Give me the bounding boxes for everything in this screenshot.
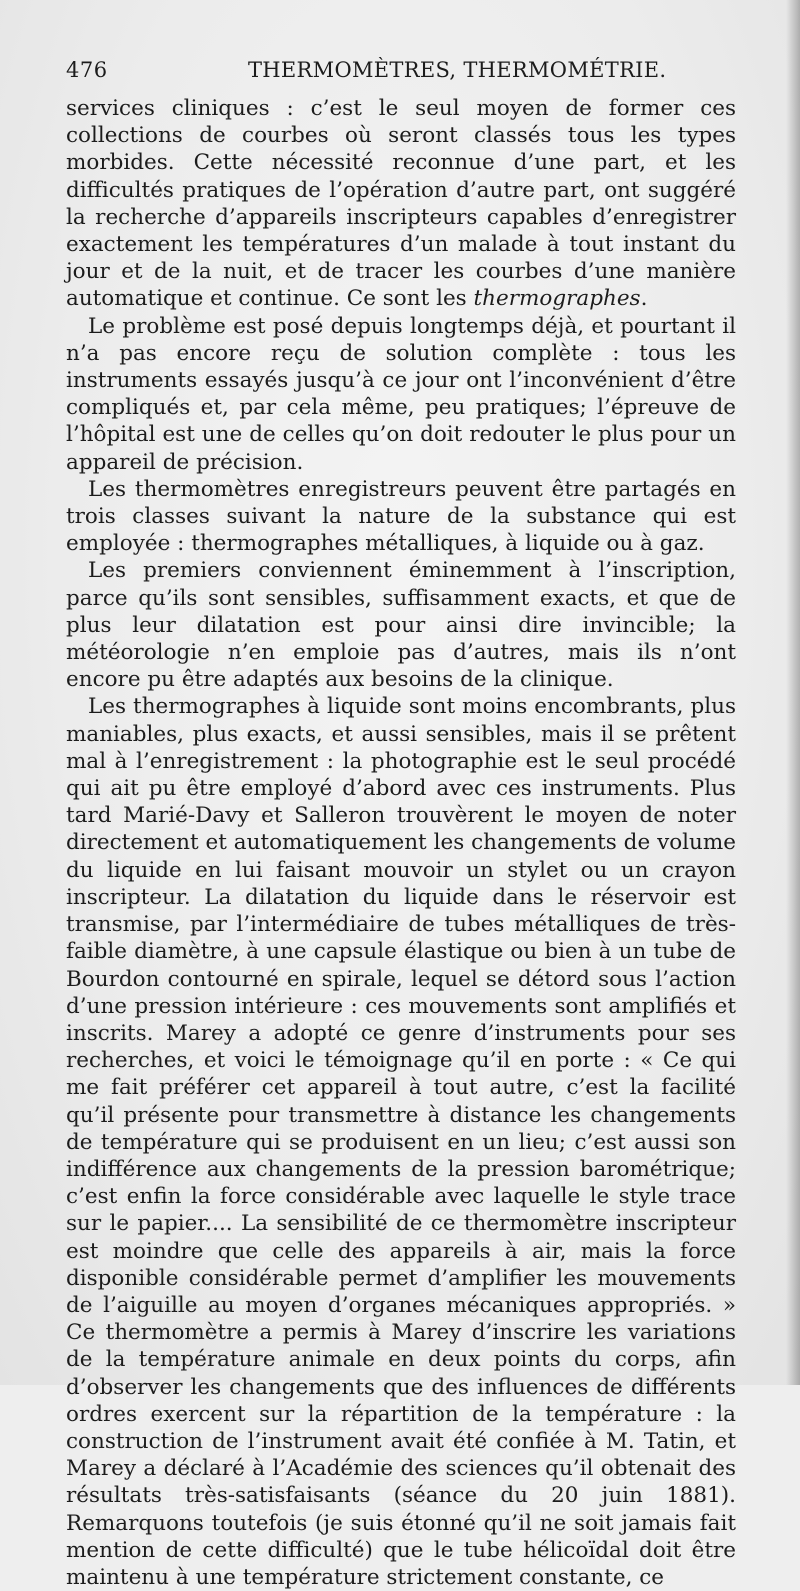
paragraph-1-end: . <box>640 286 648 312</box>
page-edge-shadow <box>786 0 800 1385</box>
paragraph-1-italic-term: thermographes <box>473 286 641 312</box>
running-title: THERMOMÈTRES, THERMOMÉTRIE. <box>248 58 667 82</box>
body-text <box>66 95 736 1591</box>
page-header <box>66 58 736 88</box>
paragraph-1-text: services cliniques : c’est le seul moyen de former ces collections de courbes où seront classés tous les types morbides. Cette nécessité reconnue d’une part, et les difficultés pratiques de l’opération d’autre part, ont suggéré la recherche d’appareils inscripteurs capables d’enregistrer exactement les températures d’un malade à tout instant du jour et de la nuit, et de tracer les courbes d’une manière automatique et continue. Ce sont les <box>66 96 736 312</box>
paragraph-3: Les thermomètres enregistreurs peuvent être partagés en trois classes suivant la nature de la substance qui est employée : thermographes métalliques, à liquide ou à gaz. <box>66 476 736 557</box>
paragraph-2: Le problème est posé depuis longtemps déjà, et pourtant il n’a pas encore reçu de solution complète : tous les instruments essayés jusqu’à ce jour ont l’inconvénient d’être compliqués et, par cela même, peu pratiques; l’épreuve de l’hôpital est une de celles qu’on doit redouter le plus pour un appareil de précision. <box>66 313 736 475</box>
paragraph-5: Les thermographes à liquide sont moins encombrants, plus maniables, plus exacts, et aussi sensibles, mais il se prêtent mal à l’enregistrement : la photographie est le seul procédé qui ait pu être employé d’abord avec ces instruments. Plus tard Marié-Davy et Salleron trouvèrent le moyen de noter directement et automatiquement les changements de volume du liquide en lui faisant mouvoir un stylet ou un crayon inscripteur. La dilatation du liquide dans le réservoir est transmise, par l’intermédiaire de tubes métalliques de très-faible diamètre, à une capsule élastique ou bien à un tube de Bourdon contourné en spirale, lequel se détord sous l’action d’une pression intérieure : ces mouvements sont amplifiés et inscrits. Marey a adopté ce genre d’instruments pour ses recherches, et voici le témoignage qu’il en porte : « Ce qui me fait préférer cet appareil à tout autre, c’est la facilité qu’il présente pour transmettre à distance les changements de température qui se produisent en un lieu; c’est aussi son indifférence aux changements de la pression barométrique; c’est enfin la force considérable avec laquelle le style trace sur le papier.... La sensibilité de ce thermomètre inscripteur est moindre que celle des appareils à air, mais la force disponible considérable permet d’amplifier les mouvements de l’aiguille au moyen d’organes mécaniques appropriés. » Ce thermomètre a permis à Marey d’inscrire les variations de la température animale en deux points du corps, afin d’observer les changements que des influences de différents ordres exercent sur la répartition de la température : la construction de l’instrument avait été confiée à M. Tatin, et Marey a déclaré à l’Académie des sciences qu’il obtenait des résultats très-satisfaisants (séance du 20 juin 1881). Remarquons toutefois (je suis étonné qu’il ne soit jamais fait mention de cette difficulté) que le tube hélicoïdal doit être maintenu à une température strictement constante, ce <box>66 694 736 1590</box>
paragraph-4: Les premiers conviennent éminemment à l’inscription, parce qu’ils sont sensibles, suffisamment exacts, et que de plus leur dilatation est pour ainsi dire invincible; la météorologie n’en emploie pas d’autres, mais ils n’ont encore pu être adaptés aux besoins de la clinique. <box>66 558 736 693</box>
page-number: 476 <box>66 58 108 82</box>
paragraph-1 <box>66 95 736 313</box>
